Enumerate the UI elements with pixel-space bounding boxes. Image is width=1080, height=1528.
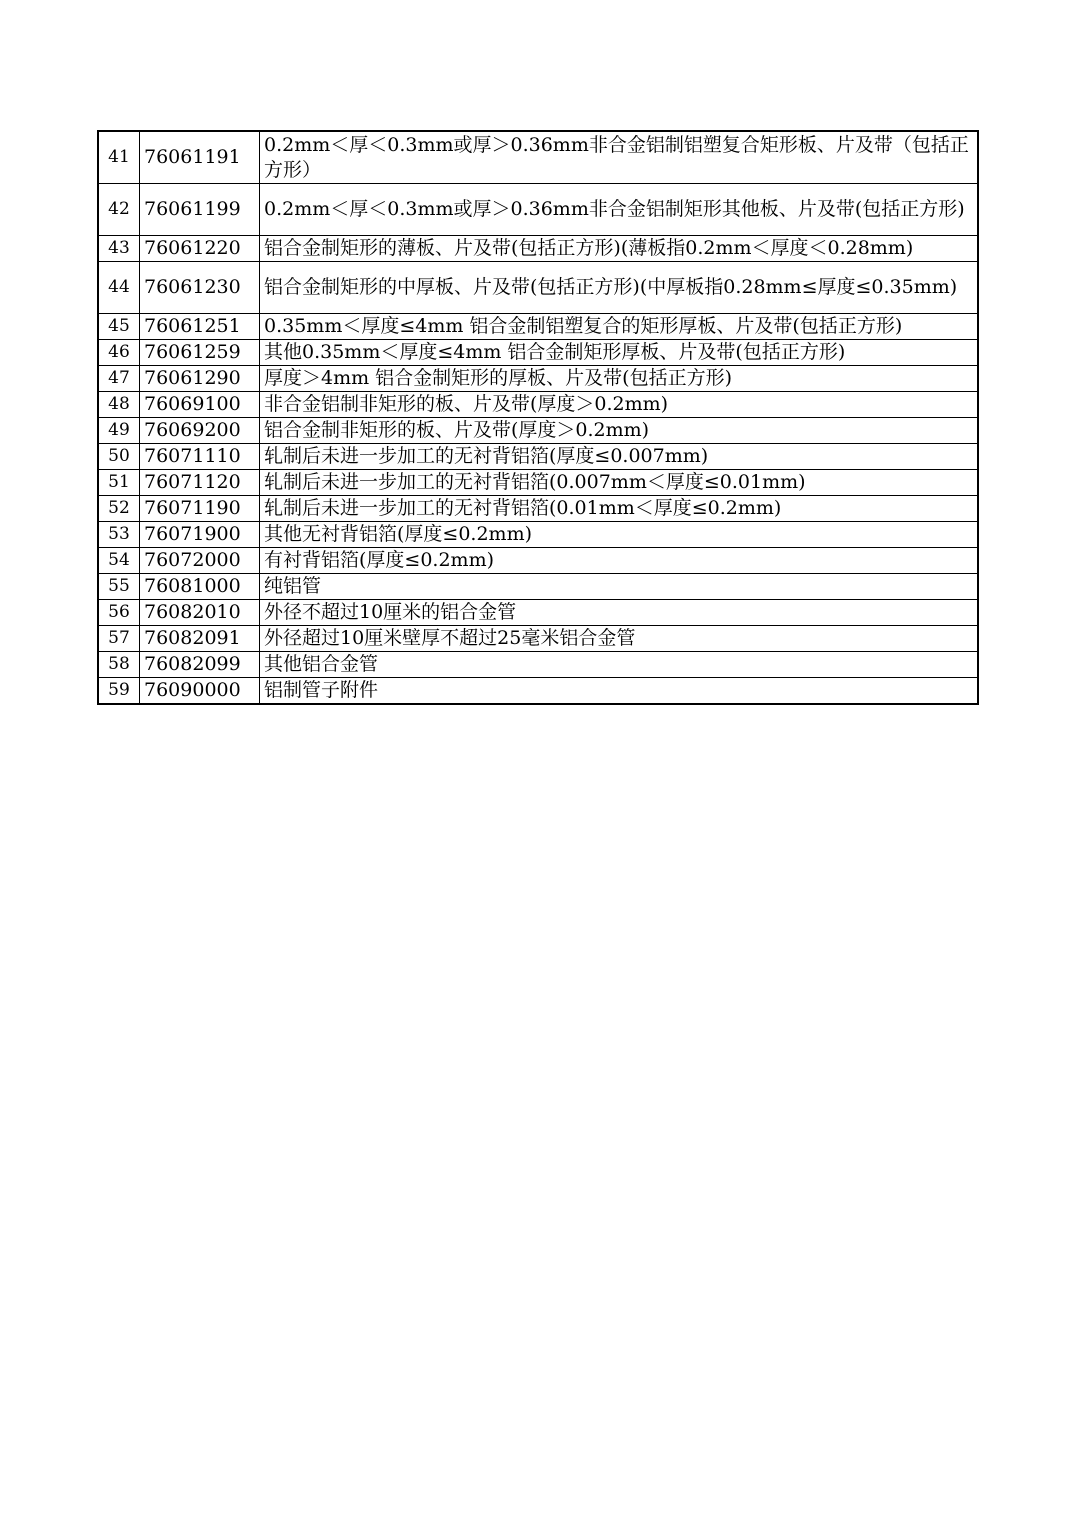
- row-number: 42: [98, 184, 140, 236]
- row-number: 57: [98, 626, 140, 652]
- row-number: 59: [98, 678, 140, 705]
- row-number: 48: [98, 392, 140, 418]
- row-number: 41: [98, 131, 140, 184]
- product-description: 其他无衬背铝箔(厚度≤0.2mm): [260, 522, 979, 548]
- row-number: 52: [98, 496, 140, 522]
- product-description: 铝合金制矩形的薄板、片及带(包括正方形)(薄板指0.2mm＜厚度＜0.28mm): [260, 236, 979, 262]
- table-row: [98, 678, 978, 705]
- row-number: 54: [98, 548, 140, 574]
- hs-code: 76090000: [140, 678, 260, 705]
- table-row: [98, 522, 978, 548]
- table-row: [98, 392, 978, 418]
- product-description: 非合金铝制非矩形的板、片及带(厚度＞0.2mm): [260, 392, 979, 418]
- table-row: [98, 340, 978, 366]
- hs-code: 76071120: [140, 470, 260, 496]
- table-row: [98, 184, 978, 236]
- table-row: [98, 548, 978, 574]
- hs-code: 76071900: [140, 522, 260, 548]
- row-number: 44: [98, 262, 140, 314]
- table-row: [98, 418, 978, 444]
- table-row: [98, 652, 978, 678]
- row-number: 56: [98, 600, 140, 626]
- hs-code: 76082099: [140, 652, 260, 678]
- table-row: [98, 574, 978, 600]
- table-row: [98, 626, 978, 652]
- tariff-table: [97, 130, 979, 705]
- product-description: 厚度＞4mm 铝合金制矩形的厚板、片及带(包括正方形): [260, 366, 979, 392]
- product-description: 铝制管子附件: [260, 678, 979, 705]
- hs-code: 76061251: [140, 314, 260, 340]
- table-row: [98, 314, 978, 340]
- row-number: 45: [98, 314, 140, 340]
- hs-code: 76069100: [140, 392, 260, 418]
- product-description: 其他0.35mm＜厚度≤4mm 铝合金制矩形厚板、片及带(包括正方形): [260, 340, 979, 366]
- hs-code: 76071190: [140, 496, 260, 522]
- row-number: 55: [98, 574, 140, 600]
- table-row: [98, 262, 978, 314]
- table-row: [98, 366, 978, 392]
- tariff-table-body: [98, 131, 978, 704]
- table-row: [98, 444, 978, 470]
- hs-code: 76072000: [140, 548, 260, 574]
- hs-code: 76061191: [140, 131, 260, 184]
- hs-code: 76061230: [140, 262, 260, 314]
- product-description: 0.2mm＜厚＜0.3mm或厚＞0.36mm非合金铝制矩形其他板、片及带(包括正方形): [260, 184, 979, 236]
- row-number: 49: [98, 418, 140, 444]
- hs-code: 76082010: [140, 600, 260, 626]
- table-row: [98, 600, 978, 626]
- hs-code: 76071110: [140, 444, 260, 470]
- product-description: 铝合金制矩形的中厚板、片及带(包括正方形)(中厚板指0.28mm≤厚度≤0.35mm): [260, 262, 979, 314]
- product-description: 0.35mm＜厚度≤4mm 铝合金制铝塑复合的矩形厚板、片及带(包括正方形): [260, 314, 979, 340]
- product-description: 铝合金制非矩形的板、片及带(厚度＞0.2mm): [260, 418, 979, 444]
- product-description: 其他铝合金管: [260, 652, 979, 678]
- hs-code: 76061220: [140, 236, 260, 262]
- row-number: 53: [98, 522, 140, 548]
- product-description: 轧制后未进一步加工的无衬背铝箔(0.007mm＜厚度≤0.01mm): [260, 470, 979, 496]
- product-description: 轧制后未进一步加工的无衬背铝箔(厚度≤0.007mm): [260, 444, 979, 470]
- row-number: 58: [98, 652, 140, 678]
- table-row: [98, 470, 978, 496]
- hs-code: 76061199: [140, 184, 260, 236]
- hs-code: 76061259: [140, 340, 260, 366]
- hs-code: 76069200: [140, 418, 260, 444]
- product-description: 纯铝管: [260, 574, 979, 600]
- table-row: [98, 131, 978, 184]
- table-row: [98, 496, 978, 522]
- table-row: [98, 236, 978, 262]
- row-number: 43: [98, 236, 140, 262]
- row-number: 47: [98, 366, 140, 392]
- hs-code: 76061290: [140, 366, 260, 392]
- product-description: 外径不超过10厘米的铝合金管: [260, 600, 979, 626]
- product-description: 有衬背铝箔(厚度≤0.2mm): [260, 548, 979, 574]
- product-description: 外径超过10厘米壁厚不超过25毫米铝合金管: [260, 626, 979, 652]
- hs-code: 76082091: [140, 626, 260, 652]
- hs-code: 76081000: [140, 574, 260, 600]
- row-number: 46: [98, 340, 140, 366]
- product-description: 0.2mm＜厚＜0.3mm或厚＞0.36mm非合金铝制铝塑复合矩形板、片及带（包括正方形）: [260, 131, 979, 184]
- product-description: 轧制后未进一步加工的无衬背铝箔(0.01mm＜厚度≤0.2mm): [260, 496, 979, 522]
- row-number: 51: [98, 470, 140, 496]
- row-number: 50: [98, 444, 140, 470]
